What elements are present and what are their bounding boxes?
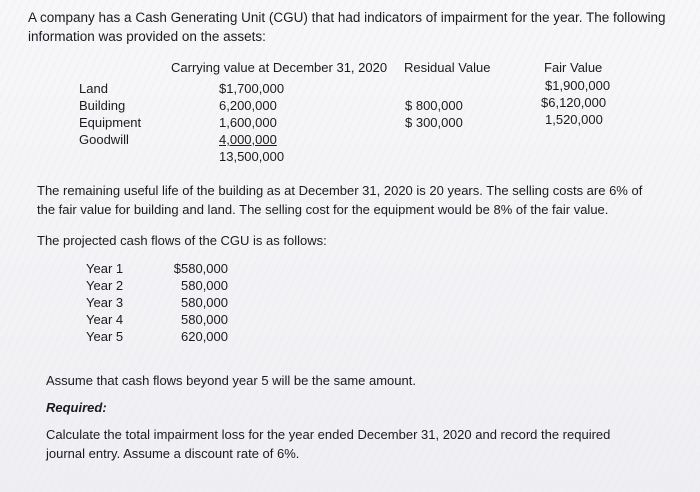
residual-building: $ 800,000 bbox=[405, 98, 463, 113]
intro-paragraph: A company has a Cash Generating Unit (CGU) that had indicators of impairment for the year. The following information was provided on the assets: bbox=[28, 10, 666, 44]
cash-flow-year-5: Year 5 bbox=[86, 329, 124, 344]
carrying-total: 13,500,000 bbox=[219, 149, 285, 164]
required-text: Calculate the total impairment loss for the year ended December 31, 2020 and record the required journal entry. Assume a discount rate of 6%. bbox=[46, 427, 611, 461]
header-fair-value: Fair Value bbox=[544, 60, 603, 75]
cash-flow-amount-3: 580,000 bbox=[181, 295, 228, 310]
asset-label-goodwill: Goodwill bbox=[79, 132, 129, 147]
cash-flow-year-4: Year 4 bbox=[86, 312, 124, 327]
cash-flow-amount-1: $580,000 bbox=[173, 261, 228, 276]
asset-label-equipment: Equipment bbox=[79, 115, 142, 130]
fair-building: $6,120,000 bbox=[541, 95, 607, 110]
required-label: Required: bbox=[46, 400, 107, 415]
remaining-life-paragraph: The remaining useful life of the building as at December 31, 2020 is 20 years. The selling costs are 6% of the fair value for building and land. The selling cost for the equipment would be 8% of the fair value. bbox=[37, 183, 643, 217]
carrying-land: $1,700,000 bbox=[219, 81, 285, 96]
asset-label-building: Building bbox=[79, 98, 126, 113]
cash-flow-amount-4: 580,000 bbox=[181, 312, 228, 327]
cash-flow-year-2: Year 2 bbox=[86, 278, 124, 293]
fair-land: $1,900,000 bbox=[545, 78, 611, 93]
header-carrying-value: Carrying value at December 31, 2020 bbox=[171, 60, 388, 75]
cash-flow-year-1: Year 1 bbox=[86, 261, 124, 276]
cash-flows-intro: The projected cash flows of the CGU is as follows: bbox=[37, 233, 327, 248]
carrying-goodwill: 4,000,000 bbox=[219, 132, 277, 147]
residual-equipment: $ 300,000 bbox=[405, 115, 463, 130]
fair-equipment: 1,520,000 bbox=[545, 112, 603, 127]
assumption-text: Assume that cash flows beyond year 5 will be the same amount. bbox=[46, 373, 416, 388]
carrying-equipment: 1,600,000 bbox=[219, 115, 277, 130]
asset-label-land: Land bbox=[79, 81, 108, 96]
header-residual-value: Residual Value bbox=[404, 60, 491, 75]
cash-flow-year-3: Year 3 bbox=[86, 295, 124, 310]
cash-flow-amount-5: 620,000 bbox=[181, 329, 228, 344]
cash-flow-amount-2: 580,000 bbox=[181, 278, 228, 293]
carrying-building: 6,200,000 bbox=[219, 98, 277, 113]
